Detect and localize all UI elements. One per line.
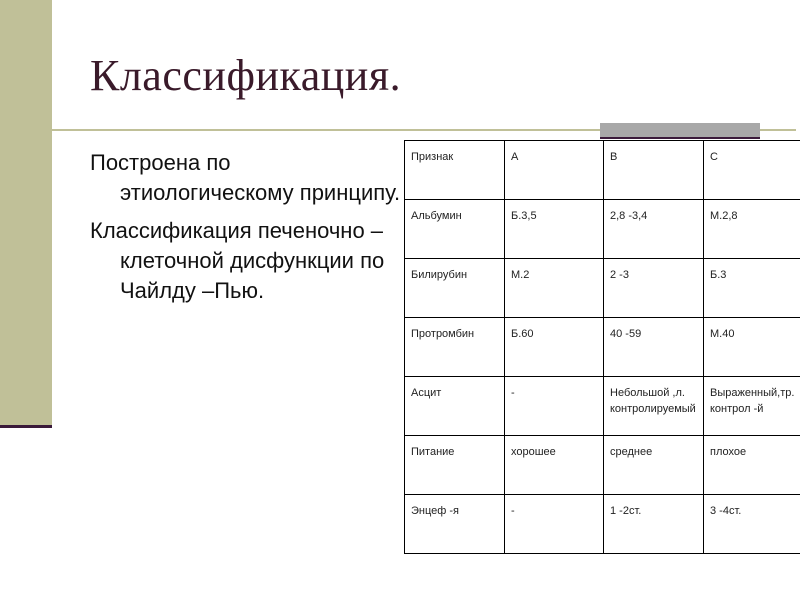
table-cell: Протромбин <box>405 318 505 377</box>
table-cell: Энцеф -я <box>405 495 505 554</box>
table-row <box>405 495 800 554</box>
slide-body <box>90 148 410 314</box>
slide-title: Классификация. <box>90 51 402 100</box>
child-pugh-table <box>404 140 800 554</box>
table-cell: Питание <box>405 436 505 495</box>
table-header-cell: В <box>604 141 704 200</box>
table-row <box>405 436 800 495</box>
table-row <box>405 318 800 377</box>
table-header-cell: А <box>505 141 604 200</box>
table-cell: среднее <box>604 436 704 495</box>
table-cell: плохое <box>704 436 800 495</box>
table-cell: 3 -4ст. <box>704 495 800 554</box>
table-row <box>405 259 800 318</box>
table-cell: Асцит <box>405 377 505 436</box>
table-row <box>405 200 800 259</box>
table-header-row <box>405 141 800 200</box>
table-cell: Билирубин <box>405 259 505 318</box>
table-cell: 1 -2ст. <box>604 495 704 554</box>
table-cell: Б.3,5 <box>505 200 604 259</box>
table-cell: Б.60 <box>505 318 604 377</box>
table-row <box>405 377 800 436</box>
table-header-cell: С <box>704 141 800 200</box>
table-cell: Альбумин <box>405 200 505 259</box>
table-cell: Б.3 <box>704 259 800 318</box>
title-divider-block <box>600 123 760 139</box>
table-cell: М.2,8 <box>704 200 800 259</box>
table-cell: 40 -59 <box>604 318 704 377</box>
table-cell: 2 -3 <box>604 259 704 318</box>
body-paragraph-classification: Классификация печеночно –клеточной дисфункции по Чайлду –Пью. <box>90 218 385 303</box>
table-cell: М.2 <box>505 259 604 318</box>
table-cell: Небольшой ,л. контролируемый <box>604 377 704 436</box>
table-cell: - <box>505 377 604 436</box>
left-accent-bar <box>0 0 52 425</box>
left-accent-bar-cap <box>0 425 52 428</box>
body-paragraph-etiology: Построена по этиологическому принципу. <box>90 150 401 205</box>
table-cell: хорошее <box>505 436 604 495</box>
table-cell: Выраженный,тр. контрол -й <box>704 377 800 436</box>
table-cell: М.40 <box>704 318 800 377</box>
table-header-cell: Признак <box>405 141 505 200</box>
table-cell: - <box>505 495 604 554</box>
table-cell: 2,8 -3,4 <box>604 200 704 259</box>
